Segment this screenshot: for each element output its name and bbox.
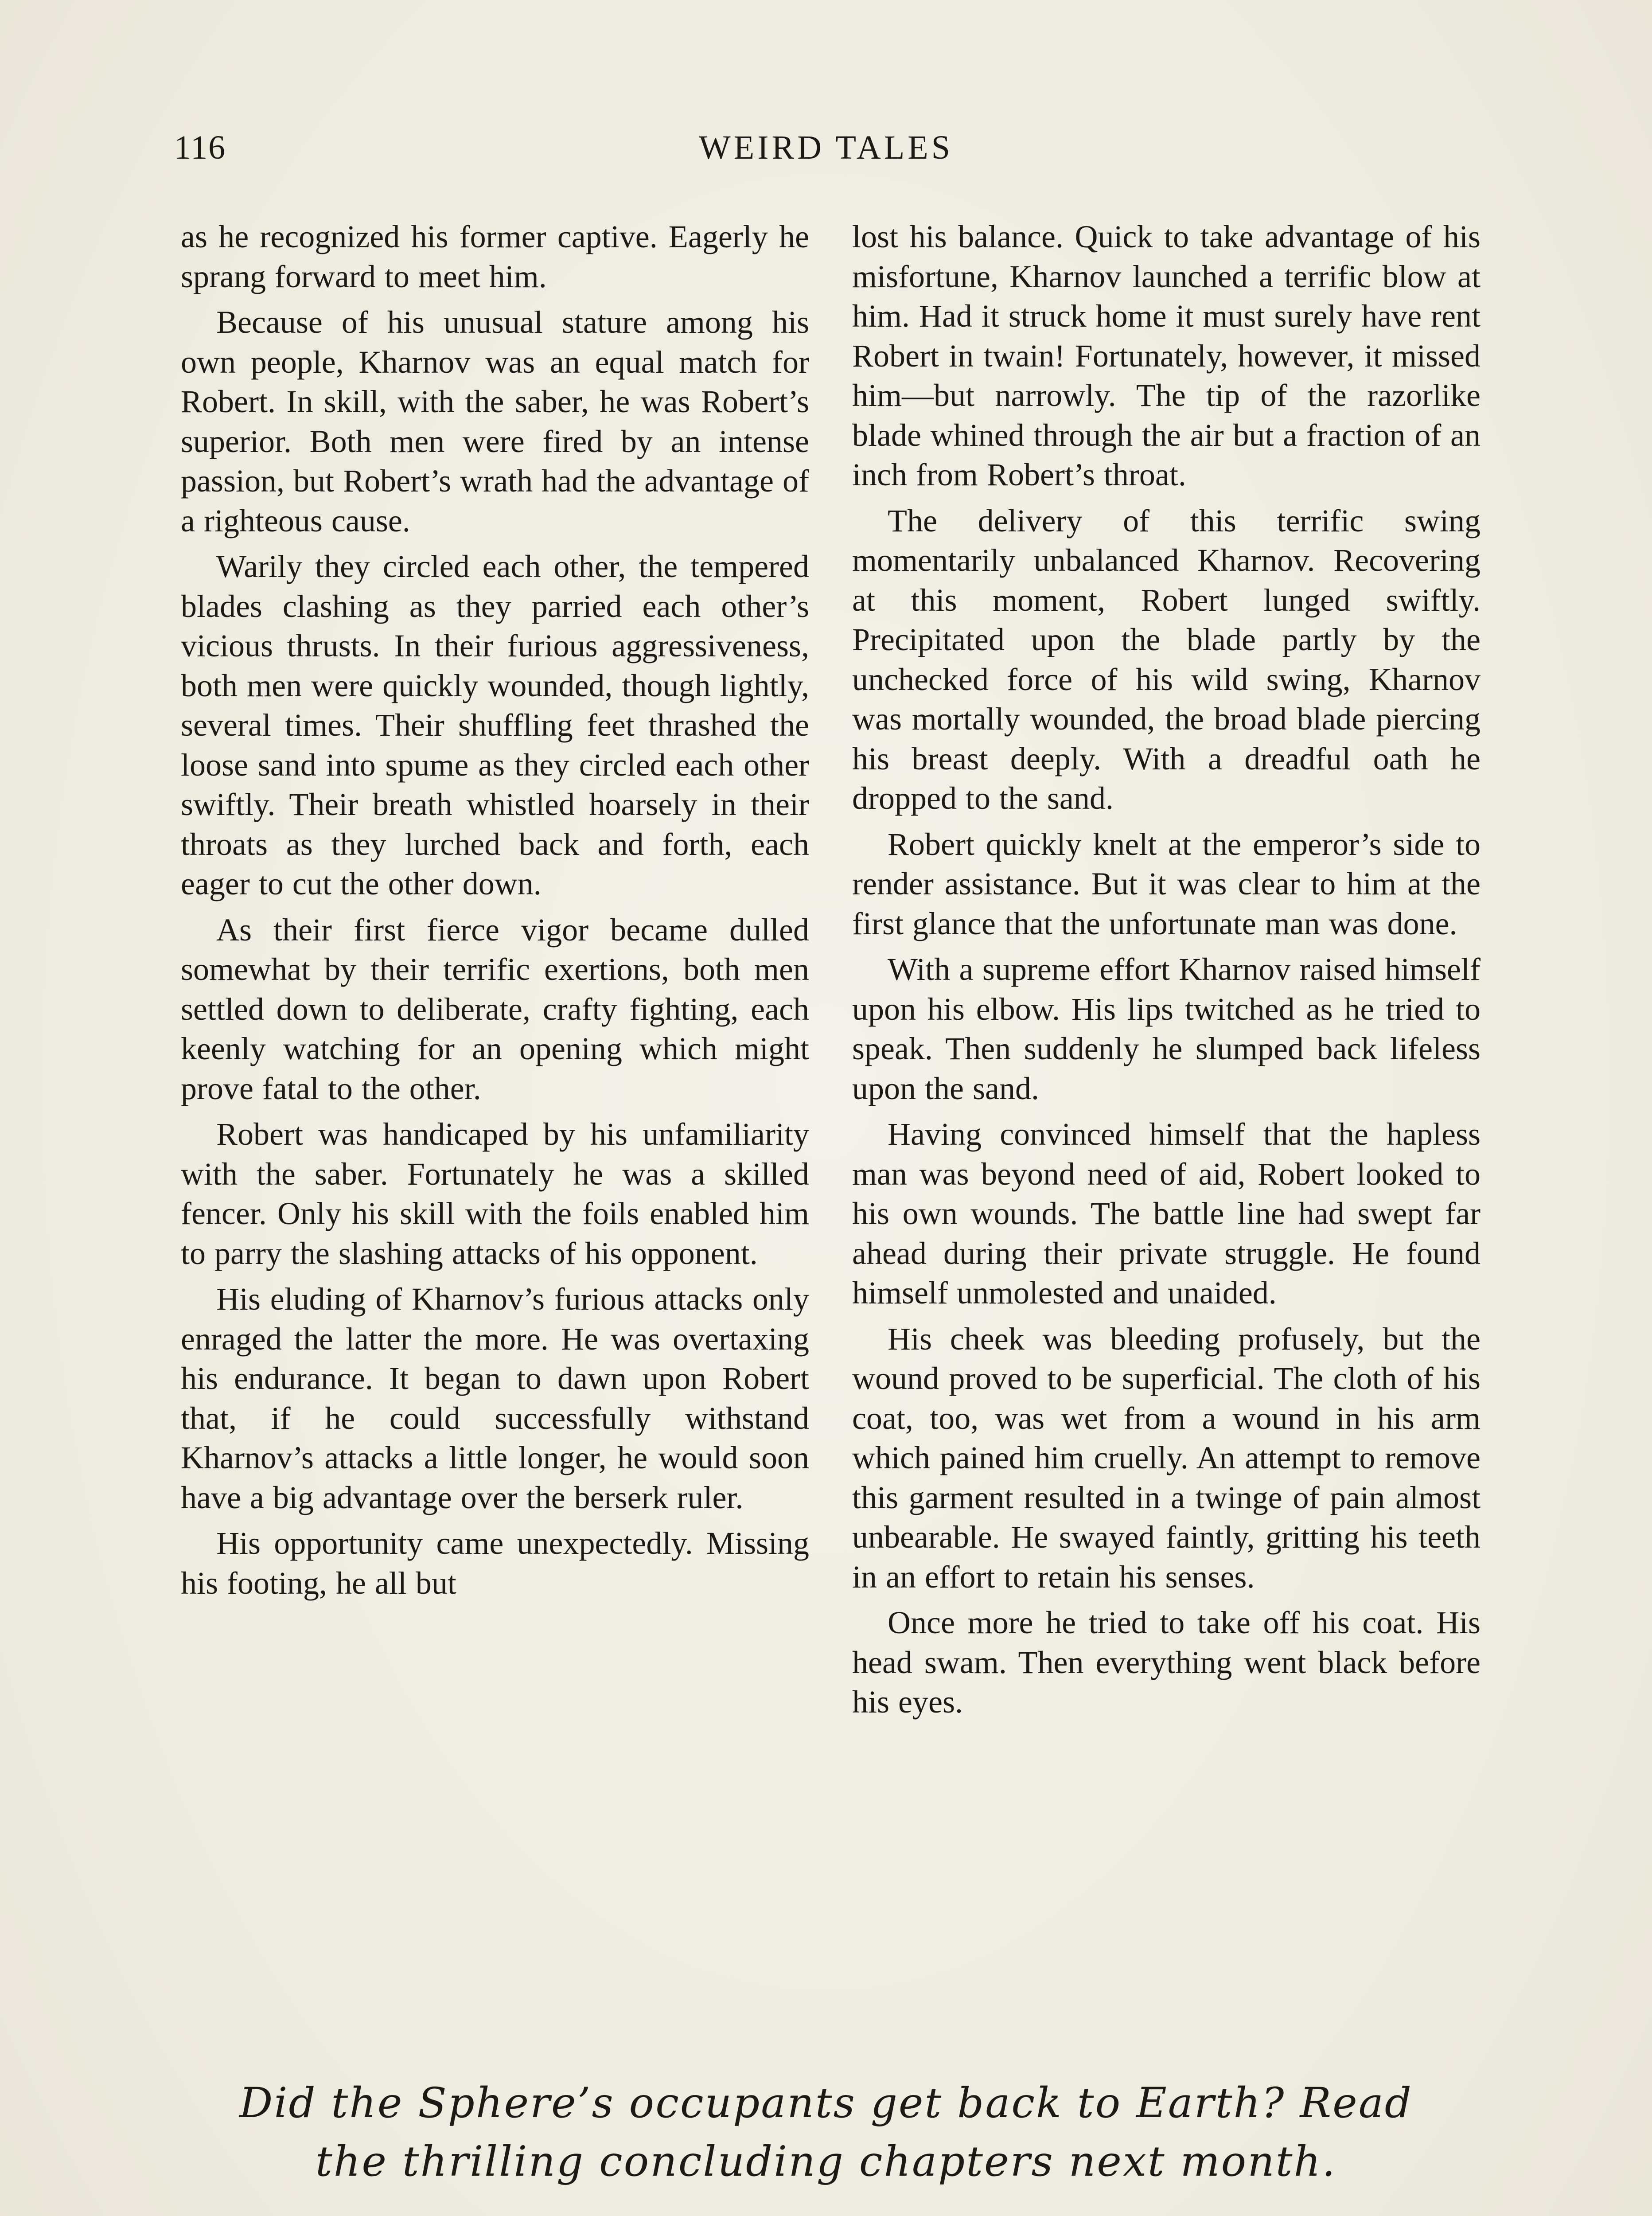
paragraph: Robert was handicaped by his unfamiliarity with the saber. Fortunately he was a skilled fencer. Only his skill with the foils enabled him to parry the slashing attacks of his opponent. (181, 1116, 809, 1271)
paragraph: As their first fierce vigor became dulled somewhat by their terrific exertions, both men settled down to deliberate, crafty fighting, each keenly watching for an opening which might prove fatal to the other. (181, 912, 809, 1106)
article-body (181, 217, 1481, 2043)
left-column (181, 217, 809, 2043)
paragraph: Having convinced himself that the hapless man was beyond need of aid, Robert looked to his own wounds. The battle line had swept far ahead during their private struggle. He found himself unmolested and unaided. (852, 1116, 1481, 1311)
right-column (852, 217, 1481, 2043)
page-header (0, 129, 1652, 177)
paragraph: The delivery of this terrific swing momentarily unbalanced Kharnov. Recovering at this moment, Robert lunged swiftly. Precipitated upon the blade partly by the unchecked force of his wild swing, Kharnov was mortally wounded, the broad blade piercing his breast deeply. With a dreadful oath he dropped to the sand. (852, 503, 1481, 816)
running-title: WEIRD TALES (698, 129, 953, 166)
paragraph: With a supreme effort Kharnov raised himself upon his elbow. His lips twitched as he tried to speak. Then suddenly he slumped back lifeless upon the sand. (852, 952, 1481, 1106)
paragraph: as he recognized his former captive. Eagerly he sprang forward to meet him. (181, 219, 809, 294)
paragraph: Warily they circled each other, the tempered blades clashing as they parried each other’s vicious thrusts. In their furious aggressiveness, both men were quickly wounded, though lightly, several times. Their shuffling feet thrashed the loose sand into spume as they circled each other swiftly. Their breath whistled hoarsely in their throats as they lurched back and forth, each eager to cut the other down. (181, 549, 809, 901)
paragraph: Once more he tried to take off his coat. His head swam. Then everything went black before his eyes. (852, 1605, 1481, 1720)
page-number: 116 (174, 129, 226, 166)
teaser-line: the thrilling concluding chapters next month. (316, 2138, 1336, 2186)
paragraph: Robert quickly knelt at the emperor’s side to render assistance. But it was clear to him at the first glance that the unfortunate man was done. (852, 826, 1481, 941)
paragraph: His eluding of Kharnov’s furious attacks only enraged the latter the more. He was overtaxing his endurance. It began to dawn upon Robert that, if he could successfully withstand Kharnov’s attacks a little longer, he would soon have a big advantage over the berserk ruler. (181, 1281, 809, 1515)
teaser-line: Did the Sphere’s occupants get back to Earth? Read (239, 2079, 1413, 2127)
paragraph: Because of his unusual stature among his own people, Kharnov was an equal match for Robert. In skill, with the saber, he was Robert’s superior. Both men were fired by an intense passion, but Robert’s wrath had the advantage of a righteous cause. (181, 304, 809, 538)
paragraph: lost his balance. Quick to take advantage of his misfortune, Kharnov launched a terrific blow at him. Had it struck home it must surely have rent Robert in twain! Fortunately, however, it missed him—but narrowly. The tip of the razorlike blade whined through the air but a fraction of an inch from Robert’s throat. (852, 219, 1481, 492)
paragraph: His cheek was bleeding profusely, but the wound proved to be superficial. The cloth of his coat, too, was wet from a wound in his arm which pained him cruelly. An attempt to remove this garment resulted in a twinge of pain almost unbearable. He swayed faintly, gritting his teeth in an effort to retain his senses. (852, 1321, 1481, 1595)
next-issue-teaser (0, 2074, 1652, 2191)
paragraph: His opportunity came unexpectedly. Missing his footing, he all but (181, 1525, 809, 1601)
